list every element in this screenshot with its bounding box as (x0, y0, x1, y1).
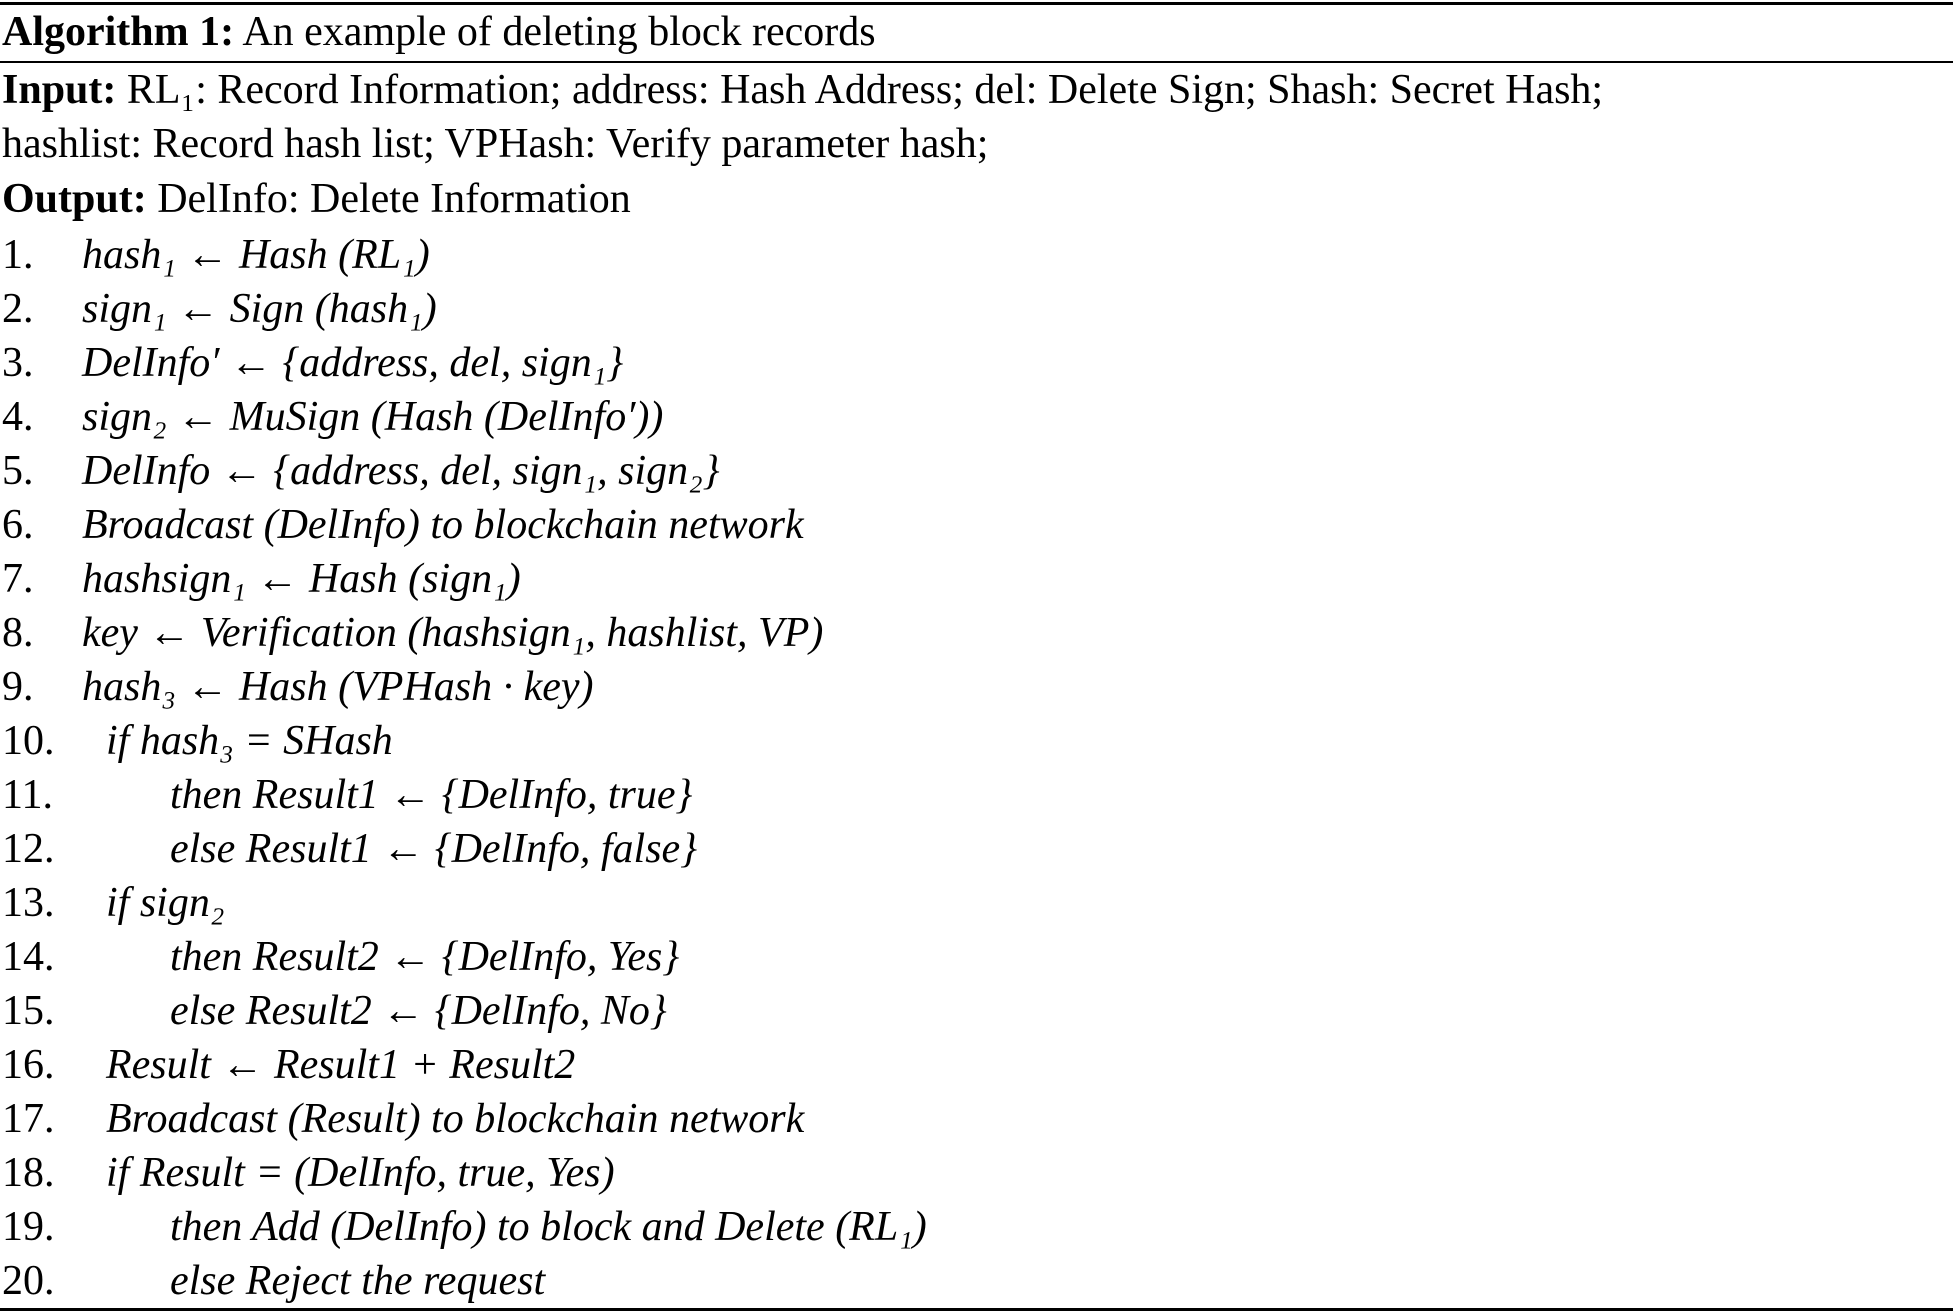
step-number: 3. (2, 340, 34, 386)
input-line-1 (2, 64, 1603, 116)
step-number: 17. (2, 1096, 55, 1142)
input-text-2: hashlist: Record hash list; VPHash: Verify parameter hash; (2, 121, 989, 167)
step-code: else Result1 ← {DelInfo, false} (170, 826, 697, 872)
step-number: 18. (2, 1150, 55, 1196)
step-row (0, 390, 1953, 444)
bottom-rule (0, 1308, 1953, 1311)
top-rule (0, 2, 1953, 5)
step-code: Broadcast (DelInfo) to blockchain network (82, 502, 804, 548)
step-code: DelInfo ← {address, del, sign₁, sign₂} (82, 448, 720, 494)
step-row (0, 498, 1953, 552)
step-code: else Reject the request (170, 1258, 546, 1304)
step-number: 14. (2, 934, 55, 980)
step-row (0, 822, 1953, 876)
step-code: hash₁ ← Hash (RL₁) (82, 232, 430, 278)
step-row (0, 606, 1953, 660)
step-row (0, 1092, 1953, 1146)
step-row (0, 660, 1953, 714)
step-row (0, 336, 1953, 390)
step-row (0, 1254, 1953, 1308)
algorithm-steps (0, 228, 1953, 1308)
step-code: hash₃ ← Hash (VPHash · key) (82, 664, 594, 710)
step-code: Result ← Result1 + Result2 (106, 1042, 576, 1088)
algorithm-title-text: An example of deleting block records (242, 9, 876, 55)
step-code: sign₁ ← Sign (hash₁) (82, 286, 437, 332)
step-row (0, 282, 1953, 336)
input-text-1: RL₁: Record Information; address: Hash Address; del: Delete Sign; Shash: Secret Hash; (126, 67, 1604, 113)
step-row (0, 1146, 1953, 1200)
step-number: 7. (2, 556, 34, 602)
step-row (0, 876, 1953, 930)
header-rule (0, 61, 1953, 63)
algorithm-title (2, 6, 876, 58)
step-number: 1. (2, 232, 34, 278)
output-line (2, 173, 631, 225)
step-number: 15. (2, 988, 55, 1034)
output-text: DelInfo: Delete Information (157, 176, 631, 222)
step-number: 4. (2, 394, 34, 440)
input-line-2 (2, 118, 988, 170)
output-label: Output: (2, 176, 147, 222)
step-number: 2. (2, 286, 34, 332)
step-code: Broadcast (Result) to blockchain network (106, 1096, 805, 1142)
step-code: sign₂ ← MuSign (Hash (DelInfo′)) (82, 394, 664, 440)
step-row (0, 930, 1953, 984)
step-number: 20. (2, 1258, 55, 1304)
input-label: Input: (2, 67, 117, 113)
step-number: 19. (2, 1204, 55, 1250)
step-row (0, 228, 1953, 282)
step-code: if Result = (DelInfo, true, Yes) (106, 1150, 615, 1196)
step-code: else Result2 ← {DelInfo, No} (170, 988, 667, 1034)
step-code: hashsign₁ ← Hash (sign₁) (82, 556, 521, 602)
step-code: then Result2 ← {DelInfo, Yes} (170, 934, 680, 980)
step-row (0, 768, 1953, 822)
step-row (0, 1038, 1953, 1092)
step-number: 6. (2, 502, 34, 548)
step-row (0, 1200, 1953, 1254)
step-row (0, 984, 1953, 1038)
step-number: 11. (2, 772, 53, 818)
step-number: 12. (2, 826, 55, 872)
step-row (0, 444, 1953, 498)
step-number: 13. (2, 880, 55, 926)
step-code: then Add (DelInfo) to block and Delete (RL₁) (170, 1204, 927, 1250)
step-number: 10. (2, 718, 55, 764)
step-code: key ← Verification (hashsign₁, hashlist, VP) (82, 610, 824, 656)
algorithm-title-label: Algorithm 1: (2, 9, 235, 55)
step-number: 8. (2, 610, 34, 656)
step-code: then Result1 ← {DelInfo, true} (170, 772, 693, 818)
step-row (0, 714, 1953, 768)
step-number: 16. (2, 1042, 55, 1088)
step-number: 5. (2, 448, 34, 494)
step-row (0, 552, 1953, 606)
step-code: if sign₂ (106, 880, 225, 926)
step-code: if hash₃ = SHash (106, 718, 393, 764)
step-number: 9. (2, 664, 34, 710)
step-code: DelInfo′ ← {address, del, sign₁} (82, 340, 624, 386)
